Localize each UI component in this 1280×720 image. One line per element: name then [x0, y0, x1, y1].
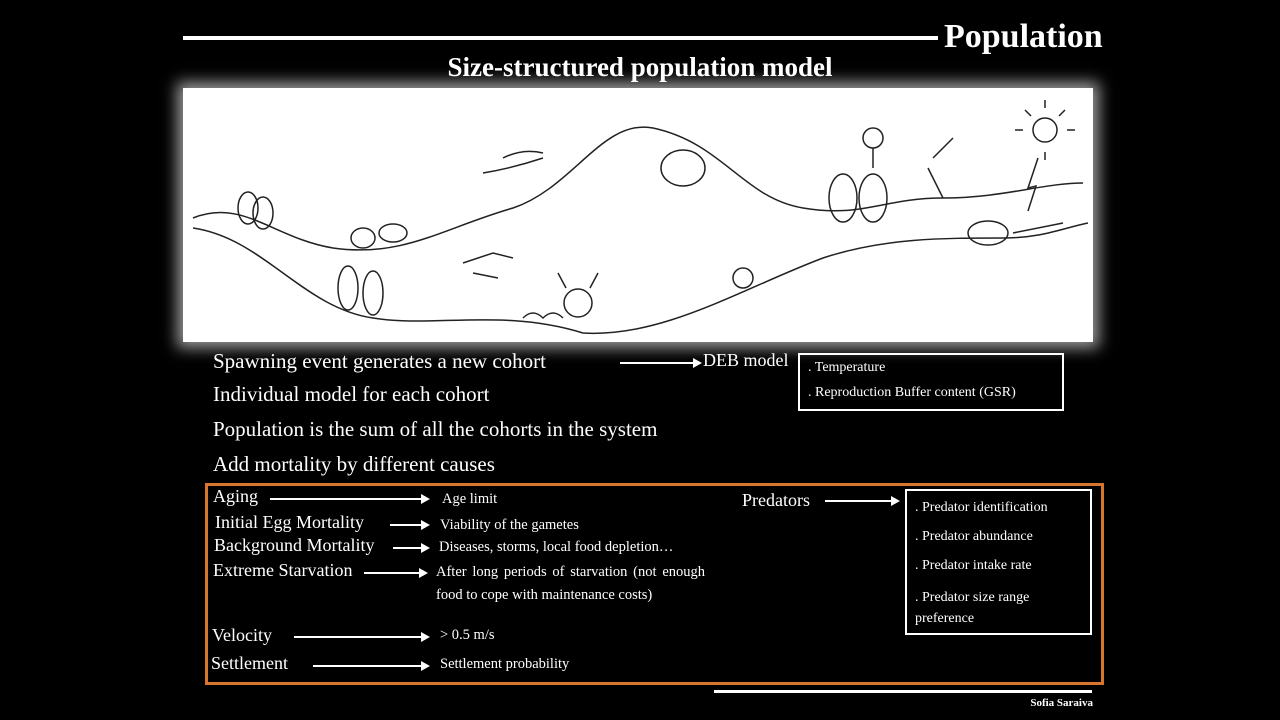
predator-item: . Predator identification: [915, 500, 1048, 515]
arrow: [393, 547, 428, 549]
row-value-background: Diseases, storms, local food depletion…: [439, 539, 674, 555]
arrow: [313, 665, 428, 667]
population-illustration: [183, 88, 1093, 342]
predator-item: . Predator intake rate: [915, 558, 1032, 573]
row-label-velocity: Velocity: [212, 625, 272, 645]
deb-item: . Temperature: [808, 360, 886, 375]
slide-title: Population: [944, 18, 1103, 55]
bullet-spawning: Spawning event generates a new cohort: [213, 349, 546, 373]
row-label-background: Background Mortality: [214, 535, 375, 555]
title-rule: [183, 36, 938, 40]
row-label-aging: Aging: [213, 486, 258, 506]
bullet-population-sum: Population is the sum of all the cohorts in the system: [213, 417, 658, 441]
predators-label: Predators: [742, 490, 810, 510]
footer-rule: [714, 690, 1092, 693]
row-value-starvation: After long periods of starvation (not enough food to cope with maintenance costs): [436, 564, 705, 603]
arrow: [390, 524, 428, 526]
row-label-egg: Initial Egg Mortality: [215, 512, 364, 532]
row-value-settlement: Settlement probability: [440, 656, 570, 672]
row-value-velocity: > 0.5 m/s: [440, 627, 495, 643]
arrow-to-deb: [620, 362, 700, 364]
row-label-starvation: Extreme Starvation: [213, 560, 353, 580]
predators-box: [905, 489, 1092, 635]
predator-item: . Predator size range preference: [915, 590, 1030, 626]
bullet-mortality: Add mortality by different causes: [213, 452, 495, 476]
arrow: [270, 498, 428, 500]
arrow: [364, 572, 426, 574]
row-value-egg: Viability of the gametes: [440, 517, 579, 533]
arrow: [294, 636, 428, 638]
author-name: Sofia Saraiva: [1030, 697, 1093, 709]
arrow-to-predators: [825, 500, 898, 502]
deb-inputs-box: [798, 353, 1064, 411]
row-label-settlement: Settlement: [211, 653, 288, 673]
row-value-aging: Age limit: [442, 491, 498, 507]
deb-item: . Reproduction Buffer content (GSR): [808, 385, 1016, 400]
slide-subtitle: Size-structured population model: [447, 52, 833, 82]
predator-item: . Predator abundance: [915, 529, 1033, 544]
bullet-individual-model: Individual model for each cohort: [213, 382, 490, 406]
deb-model-label: DEB model: [703, 350, 789, 370]
